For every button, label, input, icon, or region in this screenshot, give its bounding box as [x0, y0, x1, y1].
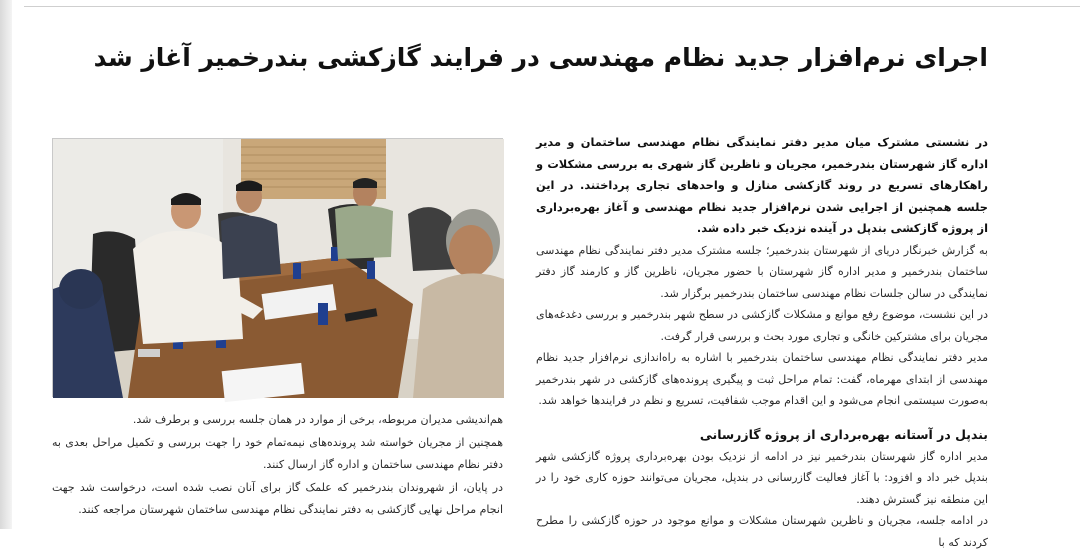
article-lead: در نشستی مشترک میان مدیر دفتر نمایندگی نظام مهندسی ساختمان و مدیر اداره گاز شهرستان بندرخمیر، مجریان و ناظرین گاز شهری به بررسی مشکلات و راهکارهای تسریع در روند گازکشی منازل و واحدهای تجاری پرداختند. در این جلسه همچنین از اجرایی شدن نرم‌افزار جدید نظام مهندسی و آغاز بهره‌برداری از پروژه گازکشی بندپل در آینده نزدیک خبر داده شد. [536, 135, 988, 235]
article-subheading: بندپل در آستانه بهره‌برداری از پروژه گازرسانی [699, 426, 988, 442]
top-rule [24, 6, 1080, 7]
body-paragraph: مدیر دفتر نمایندگی نظام مهندسی ساختمان بندرخمیر با اشاره به راه‌اندازی نرم‌افزار جدید نظام مهندسی از ابتدای مهرماه، گفت: تمام مراحل ثبت و پیگیری پرونده‌های گازکشی در شهر بندرخمیر به‌صورت سیستمی انجام می‌شود و این اقدام موجب شفافیت، تسریع و نظم در فرایندها خواهد شد. [536, 351, 988, 407]
person-beige-shirt [413, 273, 504, 398]
body-paragraph: همچنین از مجریان خواسته شد پرونده‌های نیمه‌تمام خود را جهت بررسی و تکمیل مراحل بعدی به دفتر نظام مهندسی ساختمان و اداره گاز ارسال کنند. [52, 435, 503, 471]
person-dark-suit [221, 216, 281, 279]
article-right-column [536, 132, 988, 553]
body-paragraph: در این نشست، موضوع رفع موانع و مشکلات گازکشی در سطح شهر بندرخمیر و بررسی دغدغه‌های مجریان برای مشترکین خانگی و تجاری مورد بحث و بررسی قرار گرفت. [536, 308, 988, 343]
body-paragraph: در پایان، از شهروندان بندرخمیر که علمک گاز برای آنان نصب شده است، درخواست شد جهت انجام مراحل نهایی گازکشی به دفتر نمایندگی نظام مهندسی ساختمان شهرستان مراجعه کنند. [52, 480, 503, 516]
body-paragraph: هم‌اندیشی مدیران مربوطه، برخی از موارد در همان جلسه بررسی و برطرف شد. [132, 413, 503, 426]
meeting-photo [52, 138, 503, 397]
body-paragraph: به گزارش خبرنگار دریای از شهرستان بندرخمیر؛ جلسه مشترک مدیر دفتر نمایندگی نظام مهندسی ساختمان بندرخمیر و مدیر اداره گاز شهرستان با حضور مجریان، ناظرین گاز و کارمند گاز دفتر نمایندگی در سالن جلسات نظام مهندسی ساختمان بندرخمیر برگزار شد. [536, 243, 988, 300]
article-headline: اجرای نرم‌افزار جدید نظام مهندسی در فرایند گازکشی بندرخمیر آغاز شد [93, 43, 988, 72]
body-paragraph: مدیر اداره گاز شهرستان بندرخمیر نیز در ادامه از نزدیک بودن بهره‌برداری پروژه گازکشی شهر بندپل خبر داد و افزود: با آغاز فعالیت گازرسانی در بندپل، مجریان می‌توانند حوزه کاری خود را در این منطقه نیز گسترش دهند. [536, 449, 988, 506]
person-green-shirt [335, 205, 393, 259]
page-gutter [0, 0, 12, 529]
meeting-photo-illustration [53, 139, 504, 398]
body-paragraph: در ادامه جلسه، مجریان و ناظرین شهرستان مشکلات و موانع موجود در حوزه گازکشی را مطرح کردند که با [536, 514, 988, 549]
article-left-column [52, 409, 503, 522]
